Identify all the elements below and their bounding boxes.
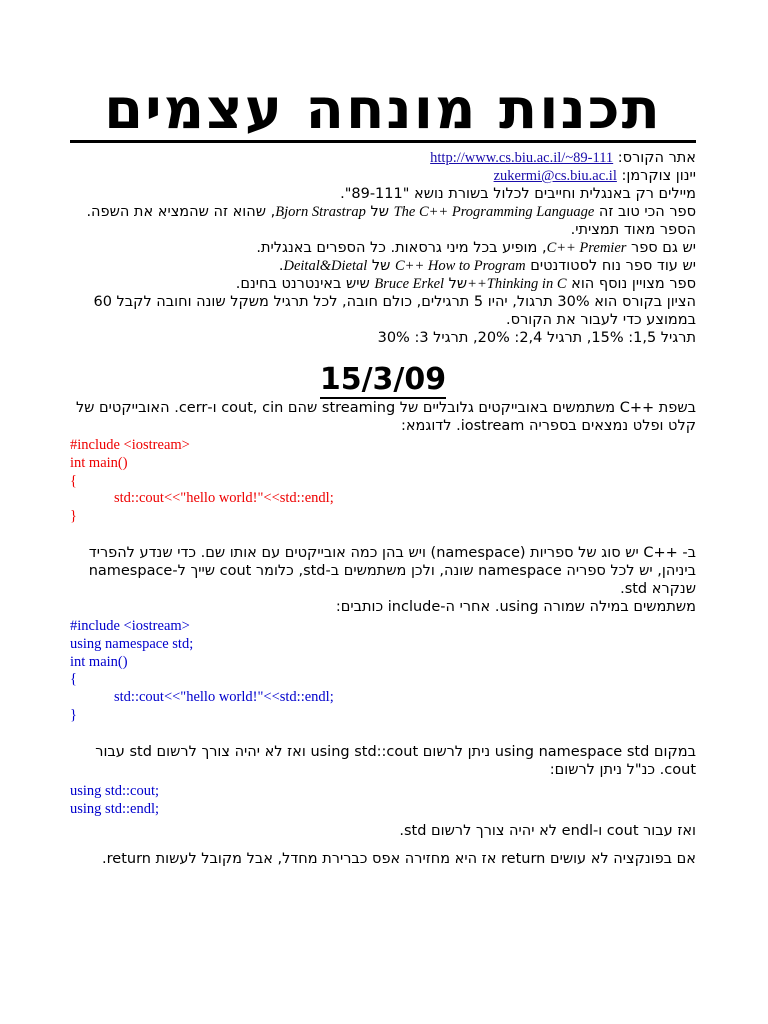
book-title: The C++ Programming Language xyxy=(393,204,595,220)
text: של xyxy=(365,204,394,220)
book-author: Bruce Erkel xyxy=(374,276,445,292)
code-line: using std::endl; xyxy=(70,800,160,817)
code-line: } xyxy=(70,508,77,525)
code-line: { xyxy=(70,671,77,688)
return-paragraph: אם בפונקציה לא עושים return אז היא מחזירה אפס כברירת מחדל, אבל מקובל לעשות return. xyxy=(102,851,696,868)
code-line: { xyxy=(70,472,77,489)
text: של xyxy=(367,258,395,274)
std-not-needed-paragraph: ואז עבור cout ו-endl לא יהיה צורך לרשום std. xyxy=(399,823,696,840)
code-block-3 xyxy=(70,783,696,819)
date-heading xyxy=(70,363,696,397)
code-line: using namespace std; xyxy=(70,635,194,652)
contact-label: יינון צוקרמן: xyxy=(621,168,696,184)
code-line: std::cout<<"hello world!"<<std::endl; xyxy=(114,689,334,706)
text: יש עוד ספר נוח לסטודנטים xyxy=(525,258,696,274)
text: של xyxy=(444,276,468,292)
using-paragraph: משתמשים במילה שמורה using. אחרי ה-include כותבים: xyxy=(335,598,696,615)
contact-line xyxy=(70,167,696,185)
book-author: Bjorn Strastrap xyxy=(275,204,366,220)
text: , שהוא זה שהמציא את השפה. הספר מאוד תמציתי. xyxy=(86,204,696,238)
book-title: Thinking in C++ xyxy=(467,276,567,292)
book-recommendation-2 xyxy=(70,239,696,257)
text: שיש באינטרנט בחינם. xyxy=(235,276,375,292)
page-title: תכנות מונחה עצמים xyxy=(70,80,696,143)
code-line: std::cout<<"hello world!"<<std::endl; xyxy=(114,490,334,507)
text: ספר מצויין נוסף הוא xyxy=(566,276,696,292)
text: . xyxy=(278,258,284,274)
book-title: C++ How to Program xyxy=(395,258,526,274)
text: ספר הכי טוב זה xyxy=(594,204,696,220)
document-page xyxy=(70,77,696,868)
code-line: } xyxy=(70,706,77,723)
code-line: #include <iostream> xyxy=(70,617,190,634)
course-site-link[interactable]: http://www.cs.biu.ac.il/~89-111 xyxy=(430,150,614,166)
using-std-cout-paragraph: במקום using namespace std ניתן לרשום using std::cout ואז לא יהיה צורך לרשום std עבור cout. כנ"ל ניתן לרשום: xyxy=(95,743,696,778)
grading-policy: הציון בקורס הוא 30% תרגול, יהיו 5 תרגילים, כולם חובה, לכל תרגיל משקל שונה וחובה לקבל 60 בממוצע כדי לעבור את הקורס. xyxy=(93,294,696,328)
code-block-2 xyxy=(70,618,696,725)
code-line: using std::cout; xyxy=(70,782,160,799)
streaming-paragraph: בשפת ++C משתמשים באובייקטים גלובליים של streaming שהם cout, cin ו-cerr. האובייקטים של קלט ופלט נמצאים בספריה iostream. לדוגמא: xyxy=(75,400,696,434)
code-line: int main() xyxy=(70,454,128,471)
book-author: Deital&Dietal xyxy=(283,258,368,274)
book-title: C++ Premier xyxy=(546,240,627,256)
course-site-label: אתר הקורס: xyxy=(617,150,696,166)
book-recommendation-4 xyxy=(70,275,696,293)
contact-email-link[interactable]: zukermi@cs.biu.ac.il xyxy=(493,168,617,184)
book-recommendation-1 xyxy=(70,203,696,239)
namespace-paragraph: ב- ++C יש סוג של ספריות (namespace) ויש בהן כמה אובייקטים עם אותו שם. כדי שנדע להפריד ביניהן, יש לכל ספריה namespace שונה, ולכן משתמשים ב-std, כלומר cout שייך ל-namespace שנקרא std. xyxy=(88,544,696,597)
code-line: int main() xyxy=(70,653,128,670)
code-block-1 xyxy=(70,437,696,526)
exercise-weights: תרגיל 1,5: 15%, תרגיל 2,4: 20%, תרגיל 3: 30% xyxy=(377,330,696,346)
code-line: #include <iostream> xyxy=(70,437,190,453)
mail-instructions: מיילים רק באנגלית וחייבים לכלול בשורת נושא "89-111". xyxy=(340,186,696,202)
book-recommendation-3 xyxy=(70,257,696,275)
date-heading-text: 15/3/09 xyxy=(319,362,447,397)
text: , מופיע בכל מיני גרסאות. כל הספרים באנגלית. xyxy=(256,240,547,256)
course-site-line xyxy=(70,149,696,167)
text: יש גם ספר xyxy=(626,240,696,256)
